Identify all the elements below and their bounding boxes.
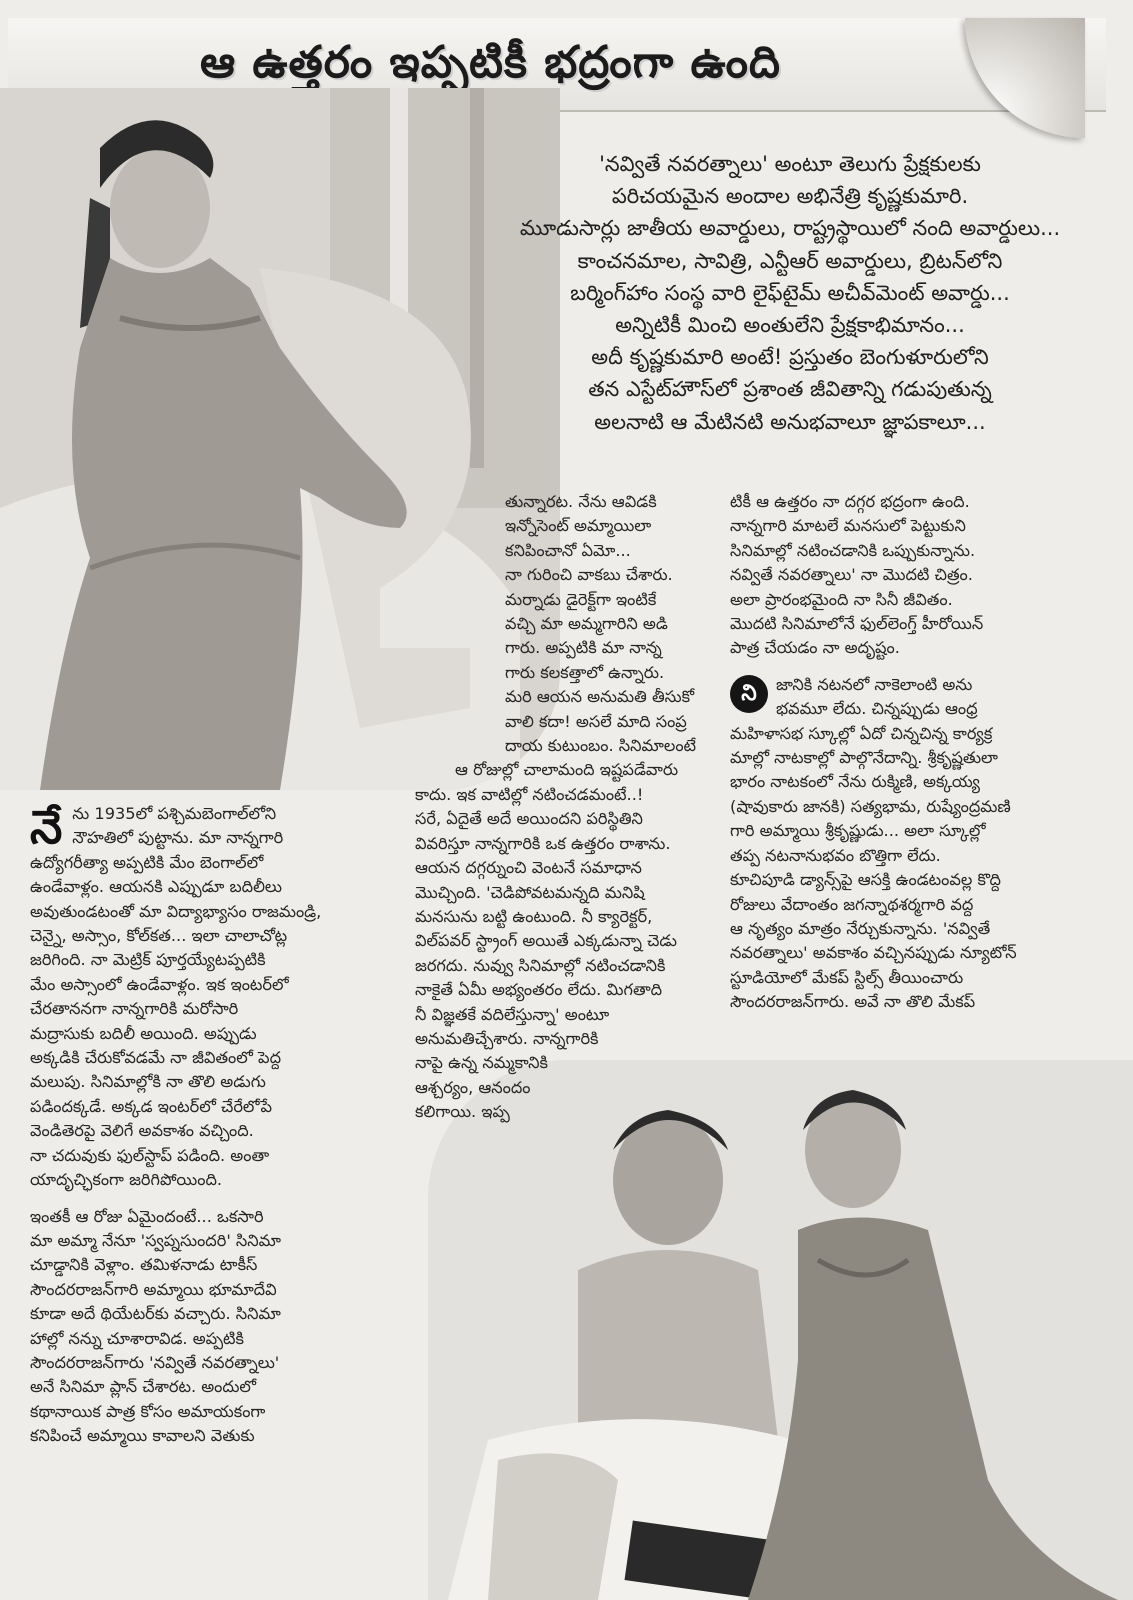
intro-line: అలనాటి ఆ మేటినటి అనుభవాలూ జ్ఞాపకాలూ... — [594, 409, 986, 434]
body-line: కూచిపూడి డ్యాన్స్‌పై ఆసక్తి ఉండటంవల్ల కొద్ది — [730, 870, 1001, 890]
body-line: మర్నాడు డైరెక్ట్‌గా ఇంటికే — [505, 589, 657, 609]
body-line: ఆశ్చర్యం, ఆనందం — [415, 1077, 531, 1097]
body-line: సరే, ఏదైతే అదే అయిందని పరిస్థితిని — [415, 809, 643, 829]
intro-block — [470, 148, 1110, 438]
body-line: విల్‌పవర్ స్ట్రాంగ్ అయితే ఎక్కడున్నా చెడు — [415, 931, 677, 951]
body-line: యాదృచ్ఛికంగా జరిగిపోయింది. — [30, 1170, 223, 1190]
body-line: మహిళాసభ స్కూల్లో ఏదో చిన్నచిన్న కార్యక్ర — [730, 723, 993, 743]
body-line: సినిమాల్లో నటించడానికి ఒప్పుకున్నాను. — [730, 540, 976, 560]
body-line: నాపై ఉన్న నమ్మకానికి — [415, 1053, 548, 1073]
intro-line: తన ఎస్టేట్‌హౌస్‌లో ప్రశాంత జీవితాన్ని గడుపుతున్న — [588, 377, 992, 402]
body-line: గారు కలకత్తాలో ఉన్నారు. — [505, 662, 665, 682]
body-line: అక్కడికి చేరుకోవడమే నా జీవితంలో పెద్ద — [30, 1048, 281, 1068]
body-line: ఆ నృత్యం మాత్రం నేర్చుకున్నాను. 'నవ్వితే — [730, 918, 991, 938]
body-line: ఆయన దగ్గర్నుంచి వెంటనే సమాధాన — [415, 858, 642, 878]
intro-line: అన్నిటికీ మించి అంతులేని ప్రేక్షకాభిమానం... — [615, 313, 965, 338]
body-line: గారి అమ్మాయి శ్రీకృష్ణుడు... అలా స్కూల్లో — [730, 821, 986, 841]
body-line: కూడా అదే థియేటర్‌కు వచ్చారు. సినిమా — [30, 1304, 281, 1324]
body-line: నవరత్నాలు' అవకాశం వచ్చినప్పుడు న్యూటోన్ — [730, 943, 1017, 963]
body-line: అనుమతిచ్చేశారు. నాన్నగారికి — [415, 1028, 599, 1048]
body-line: మాల్లో నాటకాల్లో పాల్గొనేదాన్ని. శ్రీకృష్ణతులా — [730, 748, 999, 768]
body-line: మనసును బట్టి ఉంటుంది. నీ క్యారెక్టర్, — [415, 906, 653, 926]
article-column-right — [730, 490, 1110, 1015]
body-line: పాత్ర చేయడం నా అదృష్టం. — [730, 638, 900, 658]
page-curl-decoration — [965, 18, 1085, 138]
body-line: మా అమ్మా నేనూ 'స్వప్నసుందరి' సినిమా — [30, 1230, 281, 1250]
body-line: నాన్నగారి మాటలే మనసులో పెట్టుకుని — [730, 516, 966, 536]
body-line: చూడ్డానికి వెళ్లాం. తమిళనాడు టాకీస్ — [30, 1255, 258, 1275]
body-line: ఉండేవాళ్లం. ఆయనకి ఎప్పుడూ బదిలీలు — [30, 877, 283, 897]
body-line: నా గురించి వాకబు చేశారు. — [505, 565, 673, 585]
body-line: వచ్చి మా అమ్మగారిని అడి — [505, 614, 668, 634]
body-line: ఇంతకీ ఆ రోజు ఏమైందంటే... ఒకసారి — [30, 1206, 264, 1226]
body-line: వాలి కదా! అసలే మాది సంప్ర — [505, 711, 687, 731]
body-line: జరిగింది. నా మెట్రిక్ పూర్తయ్యేటప్పటికి — [30, 950, 266, 970]
body-line: పడిందక్కడే. అక్కడ ఇంటర్‌లో చేరేలోపే — [30, 1096, 273, 1116]
body-line: మద్రాసుకు బదిలీ అయింది. అప్పుడు — [30, 1023, 257, 1043]
intro-line: అదీ కృష్ణకుమారి అంటే! ప్రస్తుతం బెంగుళూరులోని — [591, 345, 989, 370]
body-line: హాల్లో నన్ను చూశారావిడ. అప్పటికి — [30, 1328, 244, 1348]
body-line: సౌందరరాజన్‌గారు 'నవ్వితే నవరత్నాలు' — [30, 1352, 280, 1372]
body-line: చేరతాననగా నాన్నగారికి మరోసారి — [30, 999, 239, 1019]
intro-line: మూడుసార్లు జాతీయ అవార్డులు, రాష్ట్రస్థాయిలో నంది అవార్డులు... — [519, 216, 1061, 241]
body-line: ను 1935లో పశ్చిమబెంగాల్‌లోని — [72, 804, 277, 823]
drop-cap: ని — [730, 675, 768, 713]
article-column-middle — [395, 490, 720, 1125]
body-line: మొచ్చింది. 'చెడిపోవటమన్నది మనిషి — [415, 882, 645, 902]
body-line: భారం నాటకంలో నేను రుక్మిణి, అక్కయ్య — [730, 772, 980, 792]
body-line: నవ్వితే నవరత్నాలు' నా మొదటి చిత్రం. — [730, 565, 973, 585]
article-title: ఆ ఉత్తరం ఇప్పటికీ భద్రంగా ఉంది — [200, 37, 781, 88]
body-line: తప్ప నటనానుభవం బొత్తిగా లేదు. — [730, 845, 941, 865]
body-line: అవుతుండటంతో మా విద్యాభ్యాసం రాజమండ్రి, — [30, 901, 322, 921]
body-line: కనిపించే అమ్మాయి కావాలని వెతుకు — [30, 1426, 255, 1446]
body-line: కలిగాయి. ఇప్ప — [415, 1102, 510, 1122]
body-line: జరగదు. నువ్వు సినిమాల్లో నటించడానికి — [415, 955, 666, 975]
body-line: జానికి నటనలో నాకెలాంటి అను — [776, 674, 973, 694]
body-line: కాదు. ఇక వాటిల్లో నటించడమంటే..! — [415, 784, 644, 804]
body-line: వెండితెరపై వెలిగే అవకాశం వచ్చింది. — [30, 1121, 254, 1141]
body-line: టికీ ఆ ఉత్తరం నా దగ్గర భద్రంగా ఉంది. — [730, 492, 970, 511]
body-line: భవమూ లేదు. చిన్నప్పుడు ఆంధ్ర — [776, 699, 978, 719]
body-line: మరి ఆయన అనుమతి తీసుకో — [505, 687, 695, 707]
drop-cap: నే — [30, 800, 63, 854]
intro-line: కాంచనమాల, సావిత్రి, ఎన్టీఆర్ అవార్డులు, బ్రిటన్‌లోని — [577, 248, 1003, 273]
body-line: అలా ప్రారంభమైంది నా సినీ జీవితం. — [730, 589, 953, 609]
body-line: కనిపించానో ఏమో... — [505, 540, 631, 560]
body-line: మేం అస్సాంలో ఉండేవాళ్లం. ఇక ఇంటర్‌లో — [30, 974, 289, 994]
film-still-photo — [428, 1060, 1133, 1600]
body-line: మొదటి సినిమాలోనే ఫుల్‌లెంగ్త్ హీరోయిన్ — [730, 614, 984, 634]
intro-line: పరిచయమైన అందాల అభినేత్రి కృష్ణకుమారి. — [611, 184, 969, 209]
body-line: వివరిస్తూ నాన్నగారికి ఒక ఉత్తరం రాశాను. — [415, 833, 671, 853]
body-line: రోజులు వేదాంతం జగన్నాథశర్మగారి వద్ద — [730, 894, 974, 914]
body-line: ఉద్యోగరీత్యా అప్పటికి మేం బెంగాల్‌లో — [30, 852, 264, 872]
body-line: (షావుకారు జానకి) సత్యభామ, రుష్యేంద్రమణి — [730, 796, 1011, 816]
intro-line: 'నవ్వితే నవరత్నాలు' అంటూ తెలుగు ప్రేక్షకులకు — [599, 152, 981, 176]
body-line: స్టూడియోలో మేకప్ స్టిల్స్ తీయించారు — [730, 967, 964, 987]
body-line: ఇన్నోసెంట్ అమ్మాయిలా — [505, 516, 652, 536]
body-line: నౌహతిలో పుట్టాను. మా నాన్నగారి — [72, 828, 284, 848]
body-line: సౌందరరాజన్‌గారి అమ్మాయి భూమాదేవి — [30, 1279, 277, 1299]
body-line: ఆ రోజుల్లో చాలామంది ఇష్టపడేవారు — [455, 760, 679, 780]
body-line: నా చదువుకు ఫుల్‌స్టాప్ పడింది. అంతా — [30, 1145, 270, 1165]
body-line: నీ విజ్ఞతకే వదిలేస్తున్నా' అంటూ — [415, 1004, 610, 1024]
body-line: కథానాయిక పాత్ర కోసం అమాయకంగా — [30, 1401, 266, 1421]
body-line: నాకైతే ఏమీ అభ్యంతరం లేదు. మిగతాది — [415, 980, 663, 1000]
body-line: అనే సినిమా ప్లాన్ చేశారట. అందులో — [30, 1377, 257, 1397]
body-line: సౌందరరాజన్‌గారు. అవే నా తొలి మేకప్ — [730, 992, 976, 1012]
body-line: తున్నారట. నేను ఆవిడకి — [505, 492, 657, 511]
film-still-illustration — [428, 1060, 1133, 1600]
intro-line: బర్మింగ్‌హాం సంస్థ వారి లైఫ్‌టైమ్ అచీవ్‌మెంట్ అవార్డు... — [570, 280, 1010, 305]
body-line: గారు. అప్పటికి మా నాన్న — [505, 638, 662, 658]
body-line: దాయ కుటుంబం. సినిమాలంటే — [505, 736, 697, 756]
body-line: చెన్నై, అస్సాం, కోల్‌కత... ఇలా చాలాచోట్ల — [30, 926, 288, 946]
article-column-left — [30, 802, 425, 1449]
body-line: మలుపు. సినిమాల్లోకి నా తొలి అడుగు — [30, 1072, 266, 1092]
